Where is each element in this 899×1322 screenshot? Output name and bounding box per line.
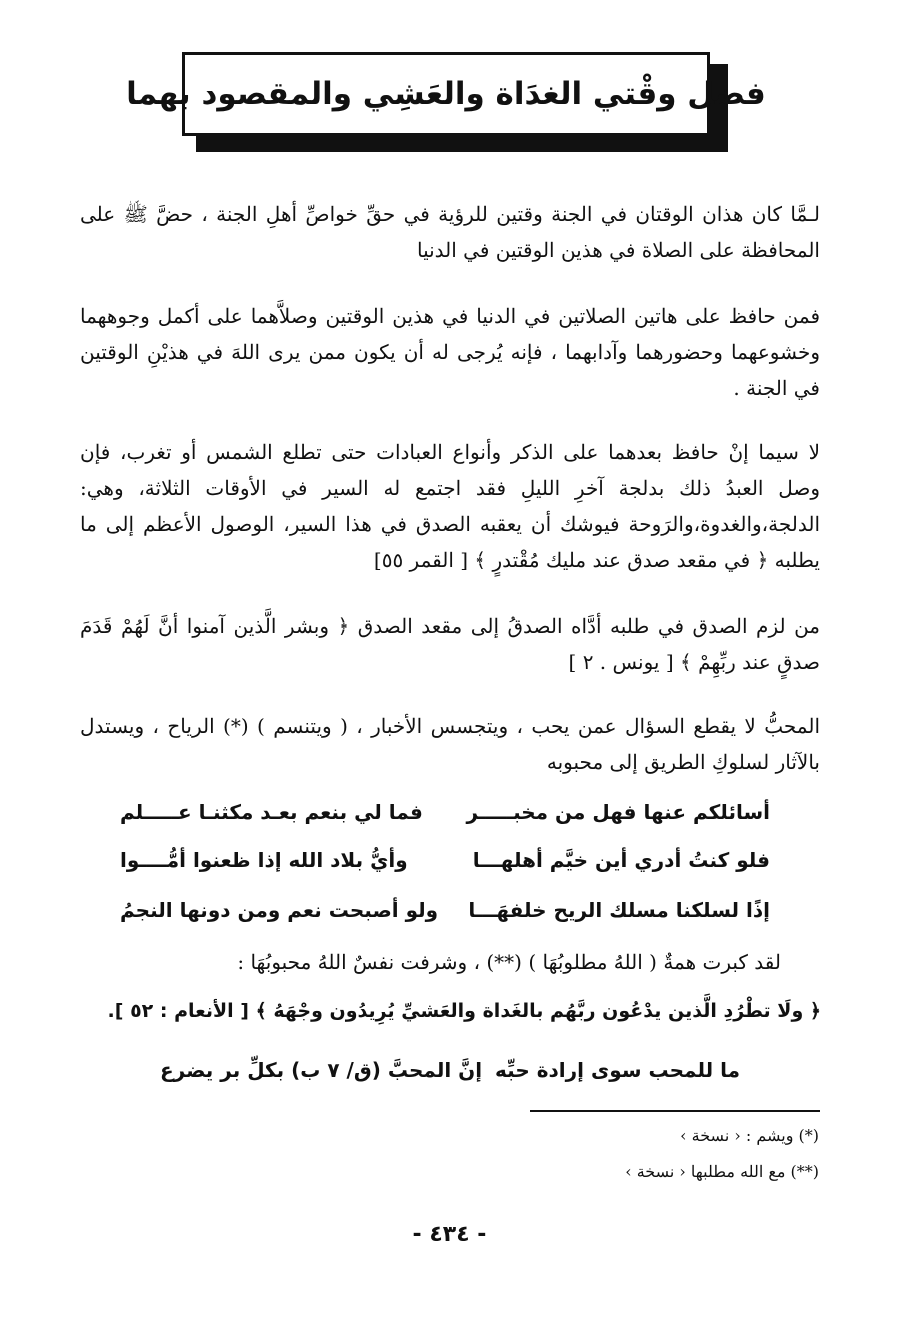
chapter-title: فضل وقْتي الغدَاة والعَشِي والمقصود بهما bbox=[126, 76, 766, 112]
verse-first-hemistich: فلو كنتُ أدري أين خيَّم أهلهـــا bbox=[472, 848, 770, 872]
page-number: - ٤٣٤ - bbox=[412, 1222, 487, 1247]
aphorism-line: لقد كبرت همةٌ ( اللهُ مطلوبُهَا ) (**) ، وشرفت نفسٌ اللهُ محبوبُهَا : bbox=[237, 950, 781, 974]
verse-first-hemistich: أسائلكم عنها فهل من مخبـــــر bbox=[466, 800, 770, 824]
verse-second-hemistich: إنَّ المحبَّ (ق/ ٧ ب) بكلِّ بر يضرع bbox=[160, 1058, 483, 1082]
verse-first-hemistich: إذًا لسلكنا مسلك الريح خلفهَـــا bbox=[468, 898, 770, 922]
verse-second-hemistich: فما لي بنعم بعـد مكثنـا عـــــلم bbox=[120, 800, 423, 824]
verse-line-3 bbox=[120, 898, 770, 922]
footnote-1: (*) ويشم : ‹ نسخة › bbox=[680, 1126, 819, 1145]
verse-second-hemistich: ولو أصبحت نعم ومن دونها النجمُ bbox=[120, 898, 439, 922]
title-box bbox=[126, 52, 766, 136]
verse-second-hemistich: وأيُّ بلاد الله إذا ظعنوا أمُّــــوا bbox=[120, 848, 408, 872]
verse-first-hemistich: ما للمحب سوى إرادة حبِّه bbox=[495, 1058, 740, 1082]
verse-line-1 bbox=[120, 800, 770, 824]
paragraph-1: لـمَّا كان هذان الوقتان في الجنة وقتين للرؤية في حقِّ خواصِّ أهلِ الجنة ، حضَّ ﷺ على المحافظة على الصلاة في هذين الوقتين في الدنيا bbox=[80, 202, 820, 262]
quran-quote-line: ﴿ ولَا تطْرُدِ الَّذين يدْعُون ربَّهُم بالغَداة والعَشيِّ يُرِيدُون وجْهَهُ ﴾ [ الأنعام : ٥٢ ]. bbox=[107, 1000, 821, 1022]
footnote-divider bbox=[530, 1110, 820, 1112]
final-verse-line bbox=[160, 1058, 740, 1082]
paragraph-4: من لزم الصدق في طلبه أدَّاه الصدقُ إلى مقعد الصدق ﴿ وبشر الَّذين آمنوا أنَّ لَهُمْ قَدَمَ صدقٍ عند ربِّهِمْ ﴾ [ يونس . ٢ ] bbox=[80, 614, 820, 674]
paragraph-3: لا سيما إنْ حافظ بعدهما على الذكر وأنواع العبادات حتى تطلع الشمس أو تغرب، فإن وصل العبدُ ذلك بدلجة آخرِ الليلِ فقد اجتمع له السير في الأوقات الثلاثة، وهي: الدلجة،والغدوة،والرَوحة فيوشك أن يعقبه الصدق في هذا السير، الوصول الأعظم إلى ما يطلبه ﴿ في مقعد صدق عند مليك مُقْتدرٍ ﴾ [ القمر ٥٥] bbox=[80, 440, 820, 572]
paragraph-2: فمن حافظ على هاتين الصلاتين في الدنيا في هذين الوقتين وصلاَّهما على أكمل وجوههما وخشوعهما وحضورهما وآدابهما ، فإنه يُرجى له أن يكون ممن يرى اللهَ في هذيْنِ الوقتين في الجنة . bbox=[80, 304, 820, 400]
verse-line-2 bbox=[120, 848, 770, 872]
paragraph-5: المحبُّ لا يقطع السؤال عمن يحب ، ويتجسس الأخبار ، ( ويتنسم ) (*) الرياح ، ويستدل بالآثار لسلوكِ الطريق إلى محبوبه bbox=[80, 714, 820, 774]
footnote-2: (**) مع الله مطلبها ‹ نسخة › bbox=[625, 1162, 819, 1181]
